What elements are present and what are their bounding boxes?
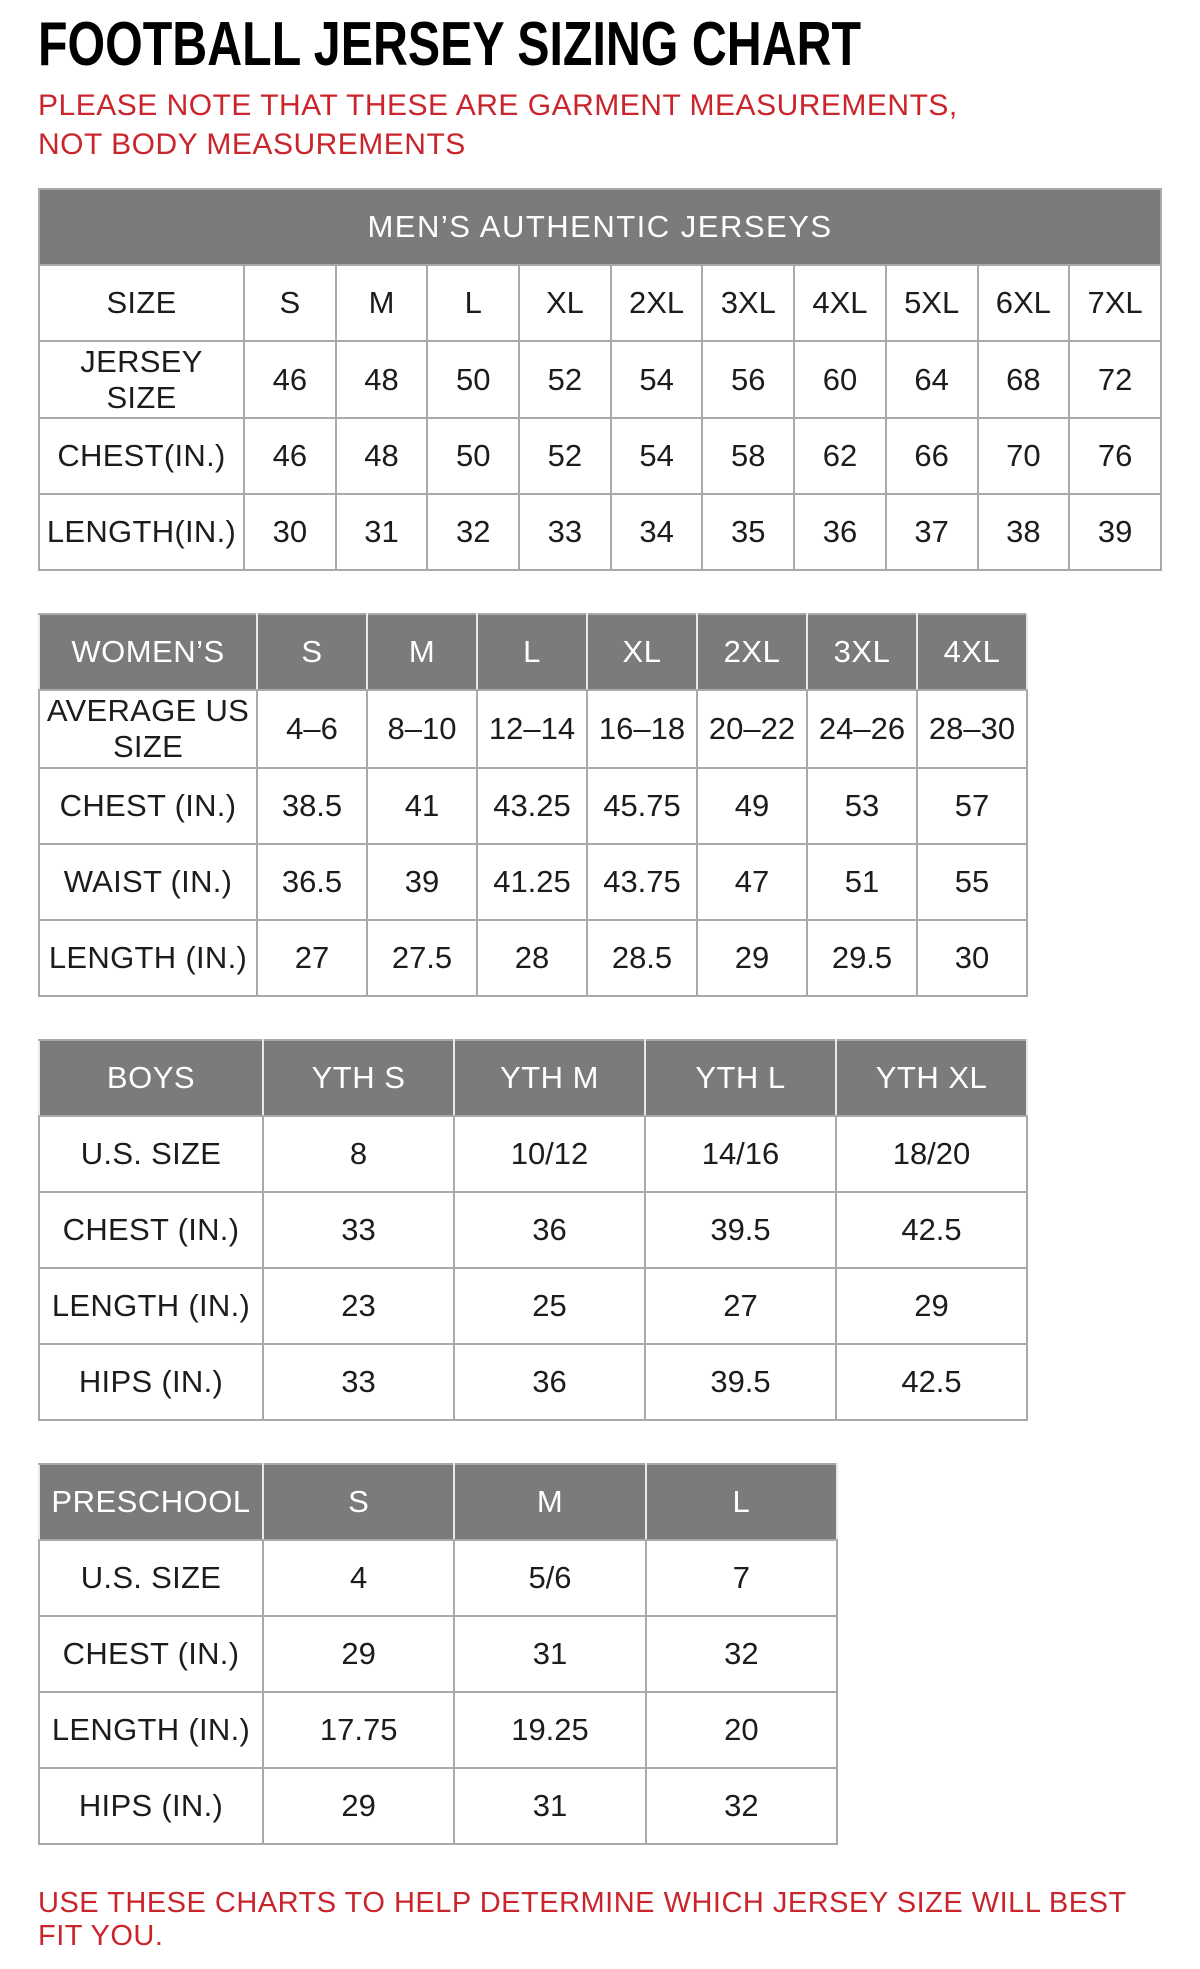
table-cell: 52 [519,341,611,418]
table-cell: 45.75 [587,768,697,844]
mens-row-1 [39,341,1161,418]
column-header: S [257,614,367,690]
preschool-row-2 [39,1692,837,1768]
mens-banner-title: MEN’S AUTHENTIC JERSEYS [39,189,1161,265]
table-cell: 8–10 [367,690,477,767]
column-header: M [367,614,477,690]
table-cell: 5/6 [454,1540,645,1616]
table-cell: 16–18 [587,690,697,767]
table-cell: 66 [886,418,978,494]
preschool-row-1 [39,1616,837,1692]
table-cell: 37 [886,494,978,570]
preschool-sizing-table [38,1463,838,1845]
table-cell: S [244,265,336,341]
table-cell: 23 [263,1268,454,1344]
table-cell: 28 [477,920,587,996]
table-cell: 48 [336,418,428,494]
table-cell: 4XL [794,265,886,341]
table-cell: XL [519,265,611,341]
preschool-row-3 [39,1768,837,1844]
table-cell: 50 [427,418,519,494]
column-header: L [477,614,587,690]
womens-row-0 [39,690,1027,767]
column-header: YTH S [263,1040,454,1116]
row-label: LENGTH (IN.) [39,920,257,996]
mens-row-0 [39,265,1161,341]
table-cell: 52 [519,418,611,494]
womens-row-2 [39,844,1027,920]
table-cell: 72 [1069,341,1161,418]
womens-table-container [38,613,1162,996]
table-cell: 10/12 [454,1116,645,1192]
row-label: U.S. SIZE [39,1116,263,1192]
table-cell: 27 [257,920,367,996]
row-label: CHEST (IN.) [39,1192,263,1268]
table-cell: 4–6 [257,690,367,767]
mens-sizing-table [38,188,1162,571]
table-cell: 50 [427,341,519,418]
table-cell: 39.5 [645,1344,836,1420]
table-cell: 36 [794,494,886,570]
boys-row-3 [39,1344,1027,1420]
table-cell: 64 [886,341,978,418]
row-label: LENGTH (IN.) [39,1268,263,1344]
table-cell: 43.25 [477,768,587,844]
table-cell: 28.5 [587,920,697,996]
table-cell: 38.5 [257,768,367,844]
table-cell: 31 [454,1768,645,1844]
row-label: CHEST (IN.) [39,768,257,844]
table-cell: 53 [807,768,917,844]
table-cell: 29 [263,1616,454,1692]
boys-header-label: BOYS [39,1040,263,1116]
table-cell: 39 [367,844,477,920]
table-cell: 62 [794,418,886,494]
womens-header-row [39,614,1027,690]
row-label: U.S. SIZE [39,1540,263,1616]
table-cell: 33 [263,1192,454,1268]
table-cell: 14/16 [645,1116,836,1192]
column-header: YTH M [454,1040,645,1116]
table-cell: 49 [697,768,807,844]
table-cell: 58 [702,418,794,494]
table-cell: 41 [367,768,477,844]
row-label: AVERAGE US SIZE [39,690,257,767]
table-cell: 3XL [702,265,794,341]
table-cell: 34 [611,494,703,570]
table-cell: 31 [336,494,428,570]
table-cell: 27.5 [367,920,477,996]
table-cell: 24–26 [807,690,917,767]
boys-sizing-table [38,1039,1028,1421]
table-cell: 76 [1069,418,1161,494]
table-cell: 36.5 [257,844,367,920]
boys-row-2 [39,1268,1027,1344]
table-cell: 12–14 [477,690,587,767]
table-cell: 7 [646,1540,837,1616]
row-label: LENGTH(IN.) [39,494,244,570]
mens-row-3 [39,494,1161,570]
column-header: 4XL [917,614,1027,690]
preschool-table-container [38,1463,1162,1845]
table-cell: 17.75 [263,1692,454,1768]
preschool-header-label: PRESCHOOL [39,1464,263,1540]
table-cell: 46 [244,341,336,418]
table-cell: 6XL [978,265,1070,341]
table-cell: 8 [263,1116,454,1192]
table-cell: 29.5 [807,920,917,996]
table-cell: 7XL [1069,265,1161,341]
table-cell: 57 [917,768,1027,844]
table-cell: 31 [454,1616,645,1692]
mens-table-container [38,188,1162,571]
table-cell: 32 [646,1616,837,1692]
preschool-row-0 [39,1540,837,1616]
column-header: L [646,1464,837,1540]
womens-row-3 [39,920,1027,996]
column-header: YTH L [645,1040,836,1116]
table-cell: 27 [645,1268,836,1344]
table-cell: 5XL [886,265,978,341]
table-cell: 42.5 [836,1192,1027,1268]
table-cell: 54 [611,341,703,418]
table-cell: 25 [454,1268,645,1344]
mens-row-2 [39,418,1161,494]
table-cell: 2XL [611,265,703,341]
table-cell: 48 [336,341,428,418]
table-cell: 38 [978,494,1070,570]
page-title: FOOTBALL JERSEY SIZING CHART [38,10,862,79]
table-cell: 30 [917,920,1027,996]
table-cell: 54 [611,418,703,494]
table-cell: 41.25 [477,844,587,920]
table-cell: 47 [697,844,807,920]
table-cell: 36 [454,1344,645,1420]
column-header: M [454,1464,645,1540]
table-cell: 51 [807,844,917,920]
footer-note: USE THESE CHARTS TO HELP DETERMINE WHICH JERSEY SIZE WILL BEST FIT YOU. [38,1886,1127,1952]
column-header: YTH XL [836,1040,1027,1116]
mens-banner-row [39,189,1161,265]
garment-measurement-note: PLEASE NOTE THAT THESE ARE GARMENT MEASUREMENTS, NOT BODY MEASUREMENTS [38,89,958,161]
table-cell: 30 [244,494,336,570]
table-cell: 4 [263,1540,454,1616]
table-cell: 60 [794,341,886,418]
table-cell: 46 [244,418,336,494]
row-label: LENGTH (IN.) [39,1692,263,1768]
womens-sizing-table [38,613,1028,996]
boys-row-0 [39,1116,1027,1192]
table-cell: 20 [646,1692,837,1768]
table-cell: 35 [702,494,794,570]
boys-header-row [39,1040,1027,1116]
row-label: HIPS (IN.) [39,1344,263,1420]
column-header: 2XL [697,614,807,690]
table-cell: 43.75 [587,844,697,920]
table-cell: 18/20 [836,1116,1027,1192]
table-cell: L [427,265,519,341]
table-cell: 29 [836,1268,1027,1344]
table-cell: 39.5 [645,1192,836,1268]
row-label: CHEST (IN.) [39,1616,263,1692]
row-label: CHEST(IN.) [39,418,244,494]
table-cell: 33 [263,1344,454,1420]
table-cell: 28–30 [917,690,1027,767]
womens-header-label: WOMEN’S [39,614,257,690]
table-cell: 56 [702,341,794,418]
table-cell: 36 [454,1192,645,1268]
table-cell: 32 [646,1768,837,1844]
column-header: 3XL [807,614,917,690]
row-label: SIZE [39,265,244,341]
table-cell: M [336,265,428,341]
table-cell: 42.5 [836,1344,1027,1420]
boys-table-container [38,1039,1162,1421]
table-cell: 29 [697,920,807,996]
row-label: JERSEY SIZE [39,341,244,418]
table-cell: 20–22 [697,690,807,767]
table-cell: 19.25 [454,1692,645,1768]
table-cell: 39 [1069,494,1161,570]
table-cell: 32 [427,494,519,570]
table-cell: 33 [519,494,611,570]
row-label: WAIST (IN.) [39,844,257,920]
column-header: S [263,1464,454,1540]
table-cell: 68 [978,341,1070,418]
table-cell: 70 [978,418,1070,494]
table-cell: 55 [917,844,1027,920]
table-cell: 29 [263,1768,454,1844]
womens-row-1 [39,768,1027,844]
column-header: XL [587,614,697,690]
row-label: HIPS (IN.) [39,1768,263,1844]
boys-row-1 [39,1192,1027,1268]
preschool-header-row [39,1464,837,1540]
